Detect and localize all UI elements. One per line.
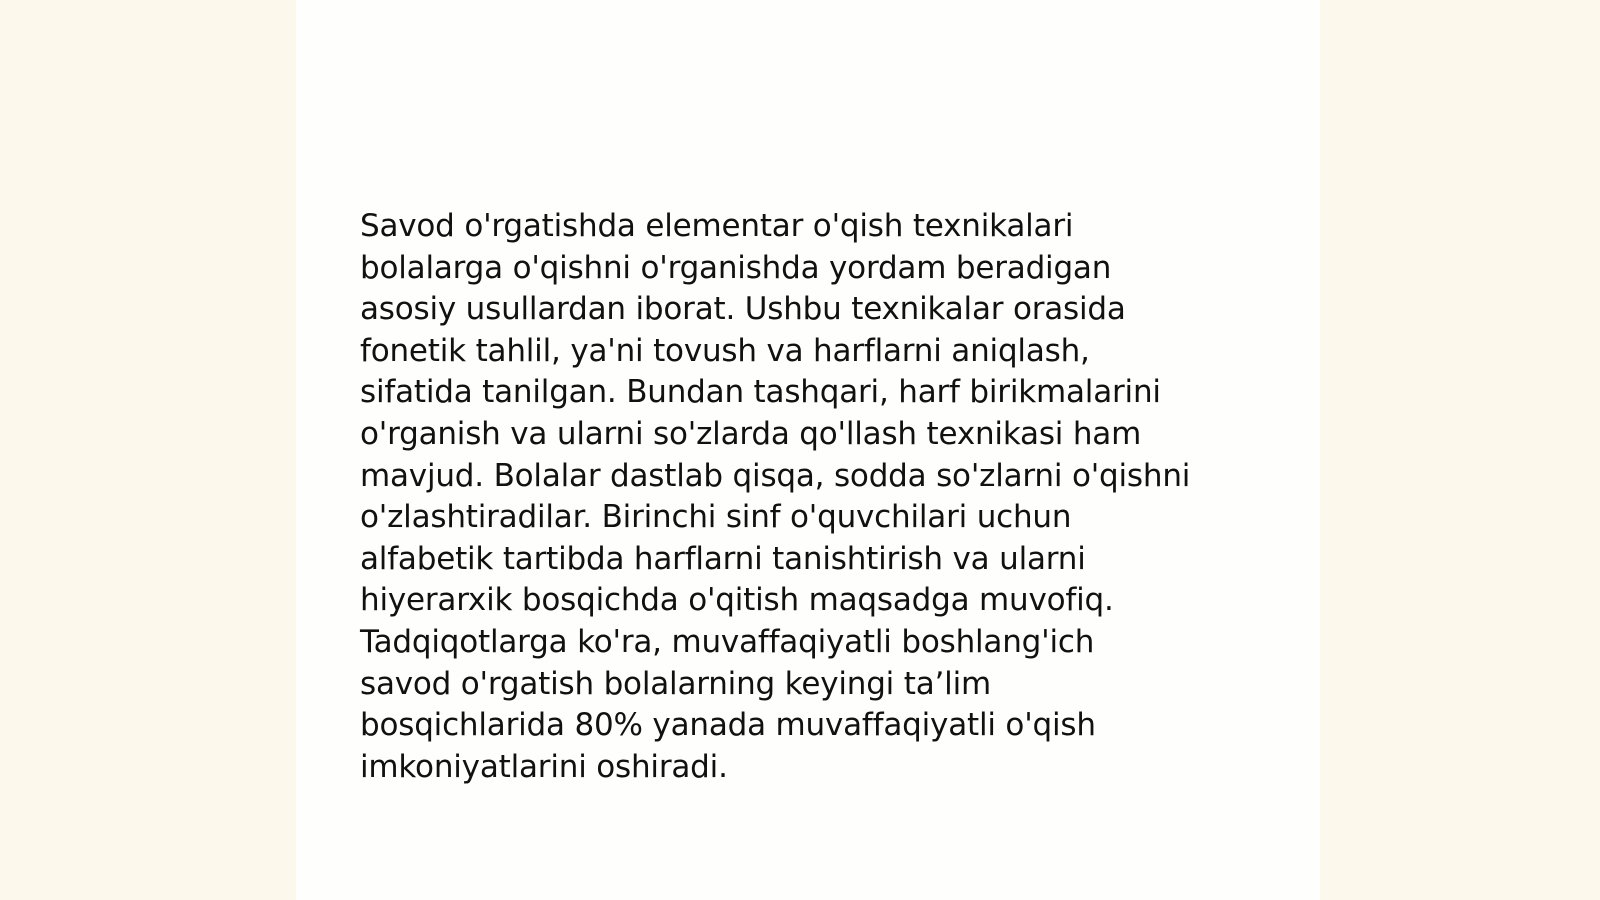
slide-body-text: Savod o'rgatishda elementar o'qish texnikalari bolalarga o'qishni o'rganishda yordam beradigan asosiy usullardan iborat. Ushbu texnikalar orasida fonetik tahlil, ya'ni tovush va harflarni aniqlash, sifatida tanilgan. Bundan tashqari, harf birikmalarini o'rganish va ularni so'zlarda qo'llash texnikasi ham mavjud. Bolalar dastlab qisqa, sodda so'zlarni o'qishni o'zlashtiradilar. Birinchi sinf o'quvchilari uchun alfabetik tartibda harflarni tanishtirish va ularni hiyerarxik bosqichda o'qitish maqsadga muvofiq. Tadqiqotlarga ko'ra, muvaffaqiyatli boshlang'ich savod o'rgatish bolalarning keyingi ta’lim bosqichlarida 80% yanada muvaffaqiyatli o'qish imkoniyatlarini oshiradi. [360, 208, 1191, 785]
slide-canvas [296, 0, 1320, 900]
